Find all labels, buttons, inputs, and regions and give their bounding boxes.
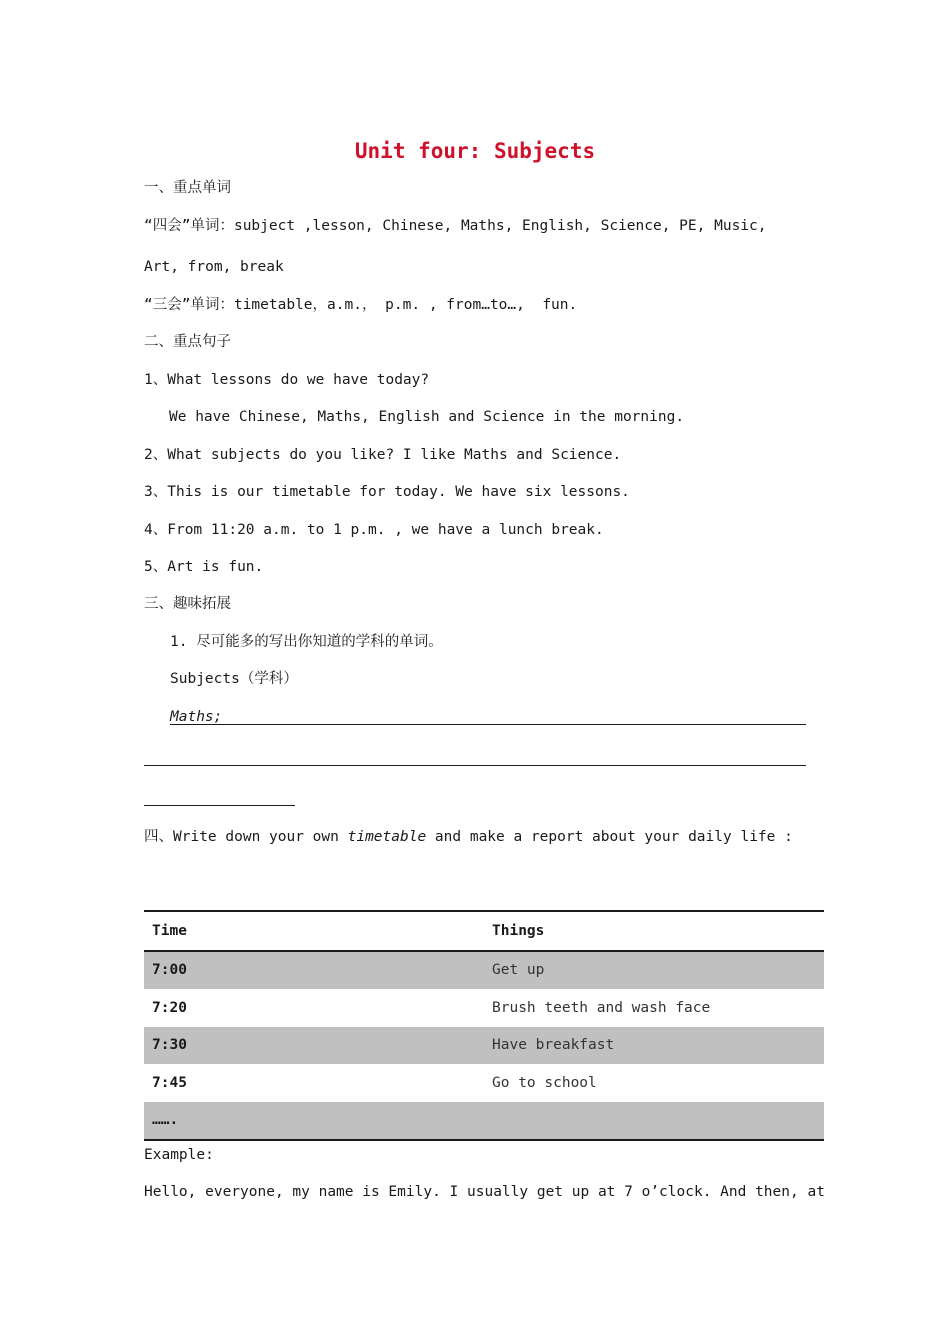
table-row: [144, 1102, 824, 1141]
time-cell: …….: [152, 1112, 179, 1129]
time-cell: 7:00: [152, 962, 187, 979]
example-answer: Maths;: [170, 709, 223, 725]
three-skill-words: timetable，a.m.， p.m. , from…to…, fun.: [233, 297, 578, 313]
sentence-1: 1、What lessons do we have today?: [144, 372, 430, 388]
table-row: [144, 951, 824, 990]
timetable-header-row: [144, 911, 824, 951]
answer-line-3[interactable]: [144, 805, 295, 806]
four-skill-words-line2: Art, from, break: [144, 259, 284, 275]
section3-task: 1. 尽可能多的写出你知道的学科的单词。: [170, 634, 443, 650]
three-skill-words-line: [144, 295, 577, 315]
example-text: Hello, everyone, my name is Emily. I usually get up at 7 o’clock. And then, at: [144, 1184, 825, 1200]
four-skill-label: “四会”单词：: [144, 218, 234, 234]
section4-heading: [144, 827, 793, 847]
section4-heading-italic: timetable: [347, 829, 427, 845]
three-skill-label: “三会”单词：: [144, 297, 234, 313]
sentence-2: 2、What subjects do you like? I like Maths and Science.: [144, 447, 622, 463]
sentence-5: 5、Art is fun.: [144, 559, 264, 575]
thing-cell: Brush teeth and wash face: [492, 999, 711, 1016]
four-skill-words: subject ,lesson, Chinese, Maths, English, Science, PE, Music,: [233, 218, 767, 234]
sentence-4: 4、From 11:20 a.m. to 1 p.m. , we have a lunch break.: [144, 522, 604, 538]
time-cell: 7:45: [152, 1074, 187, 1091]
four-skill-words-line1: [144, 216, 766, 236]
sentence-1-answer: We have Chinese, Maths, English and Science in the morning.: [169, 409, 685, 425]
example-label: Example:: [144, 1147, 214, 1163]
thing-cell: Have breakfast: [492, 1037, 615, 1054]
header-things: Things: [492, 922, 545, 939]
section4-heading-prefix: 四、Write down your own: [144, 829, 348, 845]
sentence-3: 3、This is our timetable for today. We have six lessons.: [144, 484, 630, 500]
table-row: [144, 989, 824, 1027]
subjects-label: Subjects（学科）: [170, 671, 298, 687]
section1-heading: 一、重点单词: [144, 180, 231, 196]
thing-cell: [484, 1102, 824, 1141]
table-row: [144, 1064, 824, 1102]
section3-heading: 三、趣味拓展: [144, 596, 231, 612]
timetable: [144, 910, 824, 1141]
table-row: [144, 1027, 824, 1065]
thing-cell: Get up: [492, 962, 545, 979]
time-cell: 7:30: [152, 1037, 187, 1054]
thing-cell: Go to school: [492, 1074, 597, 1091]
section4-heading-suffix: and make a report about your daily life :: [426, 829, 793, 845]
time-cell: 7:20: [152, 999, 187, 1016]
header-time: Time: [152, 922, 187, 939]
section2-heading: 二、重点句子: [144, 334, 231, 350]
answer-line-2[interactable]: [144, 765, 806, 766]
page-title: Unit four: Subjects: [354, 139, 596, 163]
answer-line-1[interactable]: [170, 724, 806, 725]
